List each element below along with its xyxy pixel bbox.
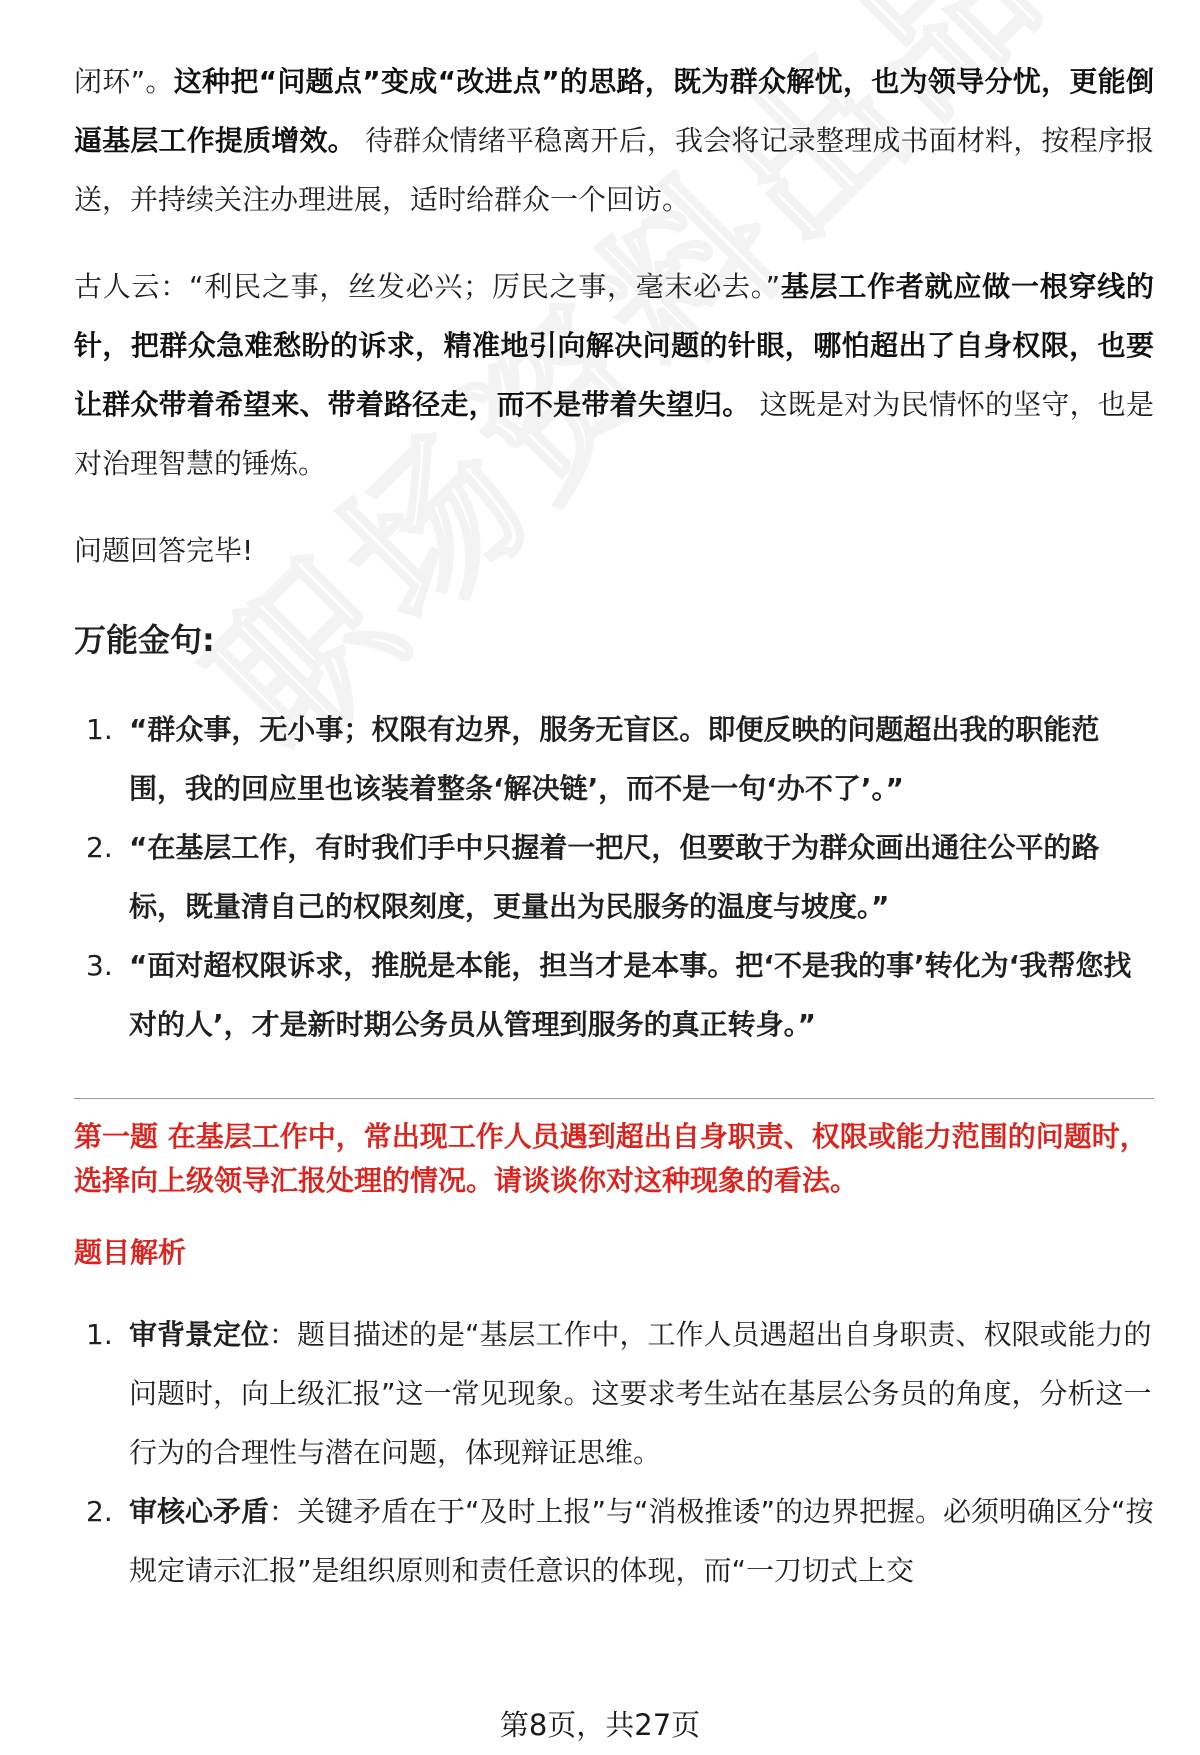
para2-bold: 基层工作者就应做一根穿线的针，把群众急难愁盼的诉求，精准地引向解决问题的针眼，哪怕超出了自身权限，也要让群众带着希望来、带着路径走，而不是带着失望归。: [74, 270, 1154, 421]
content: [74, 52, 1154, 1600]
analysis-term: 审核心矛盾: [129, 1495, 270, 1528]
analysis-term: 审背景定位: [129, 1318, 270, 1351]
list-number: 3.: [86, 949, 113, 982]
para2-text-1: 古人云：“利民之事，丝发必兴；厉民之事，毫末必去。”: [74, 270, 781, 303]
list-number: 1.: [86, 1318, 113, 1351]
list-number: 2.: [86, 1495, 113, 1528]
list-item: [74, 1305, 1154, 1482]
list-item: [74, 1482, 1154, 1600]
para1-text-1: 闭环”。: [74, 65, 174, 98]
list-number: 1.: [86, 713, 113, 746]
list-number: 2.: [86, 831, 113, 864]
page-number: 第8页，共27页: [499, 1708, 701, 1742]
list-item: [74, 936, 1154, 1054]
analysis-heading: 题目解析: [74, 1236, 187, 1269]
para1-bold: 这种把“问题点”变成“改进点”的思路，既为群众解忧，也为领导分忧，更能倒逼基层工作提质增效。: [74, 65, 1154, 157]
list-item: [74, 818, 1154, 936]
section-heading: 万能金句:: [74, 621, 215, 659]
quote-text: “在基层工作，有时我们手中只握着一把尺，但要敢于为群众画出通往公平的路标，既量清自己的权限刻度，更量出为民服务的温度与坡度。”: [129, 831, 1100, 923]
analysis-text: ：关键矛盾在于“及时上报”与“消极推诿”的边界把握。必须明确区分“按规定请示汇报”是组织原则和责任意识的体现，而“一刀切式上交: [129, 1495, 1154, 1587]
quote-text: “面对超权限诉求，推脱是本能，担当才是本事。把‘不是我的事’转化为‘我帮您找对的人’，才是新时期公务员从管理到服务的真正转身。”: [129, 949, 1132, 1041]
list-item: [74, 700, 1154, 818]
para1-text-2: 待群众情绪平稳离开后，我会将记录整理成书面材料，按程序报送，并持续关注办理进展，适时给群众一个回访。: [74, 124, 1154, 216]
quotes-list: [74, 700, 1154, 1054]
quote-text: “群众事，无小事；权限有边界，服务无盲区。即便反映的问题超出我的职能范围，我的回应里也该装着整条‘解决链’，而不是一句‘办不了’。”: [129, 713, 1100, 805]
question-title: 第一题 在基层工作中，常出现工作人员遇到超出自身职责、权限或能力范围的问题时，选择向上级领导汇报处理的情况。请谈谈你对这种现象的看法。: [74, 1120, 1148, 1197]
closing-line: 问题回答完毕!: [74, 534, 254, 567]
analysis-list: [74, 1305, 1154, 1600]
paragraph-2: [74, 257, 1154, 493]
para2-text-2: 这既是对为民情怀的坚守，也是对治理智慧的锤炼。: [74, 388, 1154, 480]
paragraph-1: [74, 52, 1154, 229]
analysis-text: ：题目描述的是“基层工作中，工作人员遇超出自身职责、权限或能力的问题时，向上级汇报”这一常见现象。这要求考生站在基层公务员的角度，分析这一行为的合理性与潜在问题，体现辩证思维。: [129, 1318, 1152, 1469]
